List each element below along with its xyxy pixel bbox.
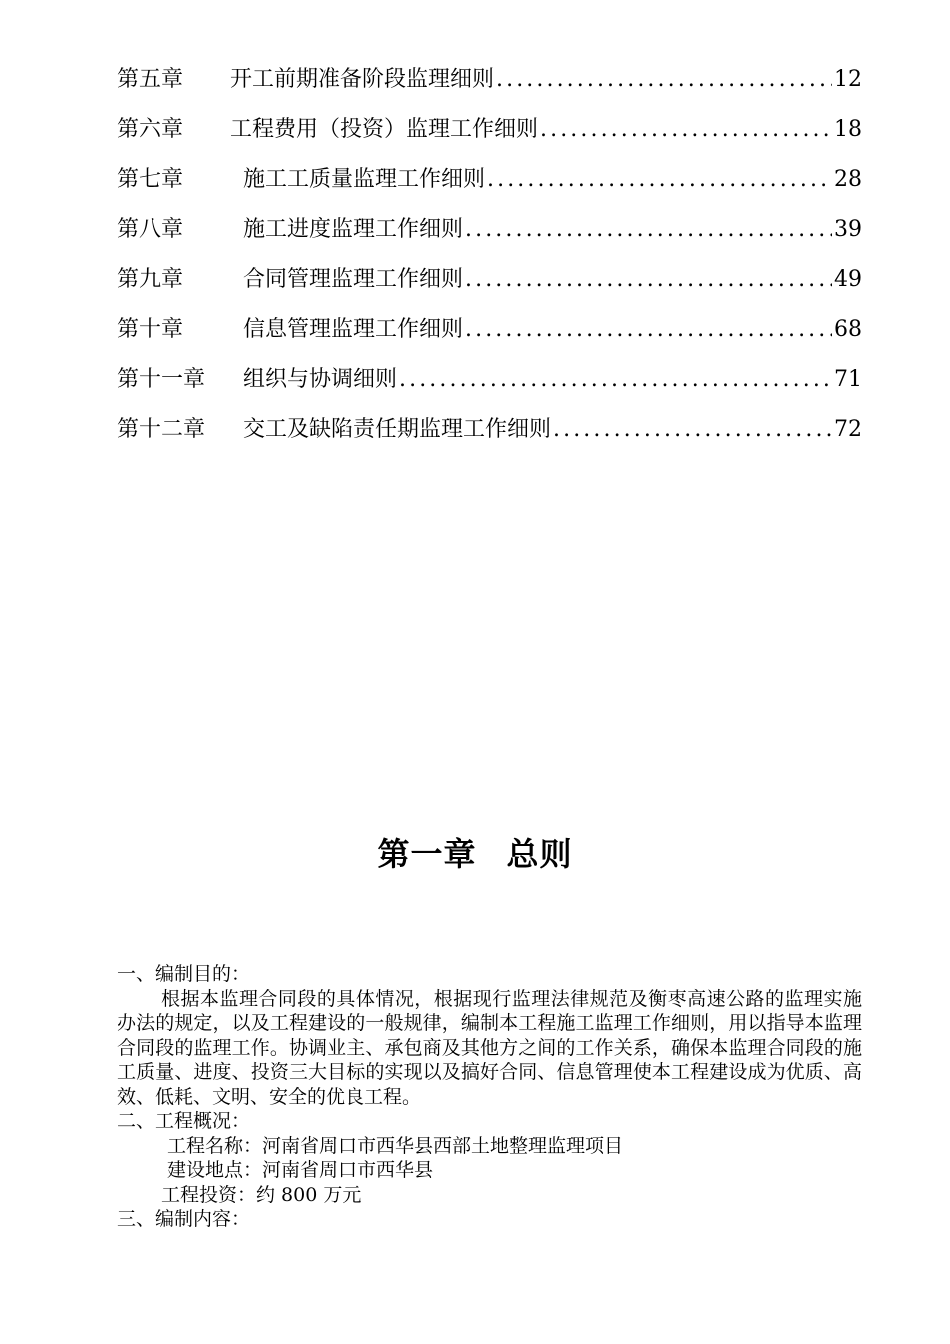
toc-entry[interactable] [117, 112, 862, 162]
toc-page-number: 18 [834, 117, 862, 142]
toc-entry[interactable] [117, 262, 862, 312]
toc-chapter-title: 施工进度监理工作细则 [243, 217, 464, 242]
purpose-paragraph: 根据本监理合同段的具体情况，根据现行监理法律规范及衡枣高速公路的监理实施办法的规定，以及工程建设的一般规律，编制本工程施工监理工作细则，用以指导本监理合同段的监理工作。协调业主、承包商及其他方之间的工作关系，确保本监理合同段的施工质量、进度、投资三大目标的实现以及搞好合同、信息管理使本工程建设成为优质、高效、低耗、文明、安全的优良工程。 [117, 987, 862, 1108]
toc-dot-leader [465, 312, 832, 348]
toc-page-number: 72 [834, 417, 862, 442]
toc-chapter-number: 第八章 [117, 217, 184, 242]
toc-page-number: 71 [834, 367, 862, 392]
toc-page-number: 68 [834, 317, 862, 342]
toc-entry[interactable] [117, 362, 862, 412]
toc-page-number: 28 [834, 167, 862, 192]
location-line: 建设地点：河南省周口市西华县 [167, 1159, 434, 1181]
document-body [117, 962, 862, 1232]
toc-chapter-title: 交工及缺陷责任期监理工作细则 [243, 417, 552, 442]
toc-entry[interactable] [117, 62, 862, 112]
toc-chapter-title: 组织与协调细则 [243, 367, 398, 392]
table-of-contents [117, 62, 862, 462]
toc-chapter-number: 第九章 [117, 267, 184, 292]
toc-chapter-title: 信息管理监理工作细则 [243, 317, 464, 342]
toc-dot-leader [553, 412, 832, 448]
toc-dot-leader [540, 112, 832, 148]
toc-chapter-title: 工程费用（投资）监理工作细则 [230, 117, 539, 142]
section-heading-content: 三、编制内容： [117, 1208, 251, 1230]
toc-entry[interactable] [117, 312, 862, 362]
chapter-heading [0, 832, 950, 876]
toc-entry[interactable] [117, 212, 862, 262]
toc-chapter-number: 第十一章 [117, 367, 206, 392]
toc-chapter-number: 第五章 [117, 67, 184, 92]
toc-chapter-number: 第七章 [117, 167, 184, 192]
toc-chapter-title: 施工工质量监理工作细则 [243, 167, 486, 192]
toc-dot-leader [399, 362, 832, 398]
toc-page-number: 12 [834, 67, 862, 92]
investment-line: 工程投资：约 800 万元 [161, 1183, 362, 1206]
toc-dot-leader [487, 162, 832, 198]
toc-dot-leader [465, 212, 832, 248]
toc-page-number: 39 [834, 217, 862, 242]
toc-dot-leader [496, 62, 832, 98]
section-heading-purpose: 一、编制目的： [117, 963, 251, 985]
chapter-number: 第一章 [377, 835, 477, 873]
toc-entry[interactable] [117, 162, 862, 212]
project-name-line: 工程名称：河南省周口市西华县西部土地整理监理项目 [167, 1134, 624, 1157]
toc-dot-leader [465, 262, 832, 298]
section-heading-overview: 二、工程概况： [117, 1110, 251, 1132]
toc-entry[interactable] [117, 412, 862, 462]
toc-chapter-number: 第六章 [117, 117, 184, 142]
toc-chapter-number: 第十二章 [117, 417, 206, 442]
chapter-title: 总则 [506, 835, 573, 873]
toc-chapter-title: 开工前期准备阶段监理细则 [230, 67, 495, 92]
toc-page-number: 49 [834, 267, 862, 292]
toc-chapter-number: 第十章 [117, 317, 184, 342]
toc-chapter-title: 合同管理监理工作细则 [243, 267, 464, 292]
